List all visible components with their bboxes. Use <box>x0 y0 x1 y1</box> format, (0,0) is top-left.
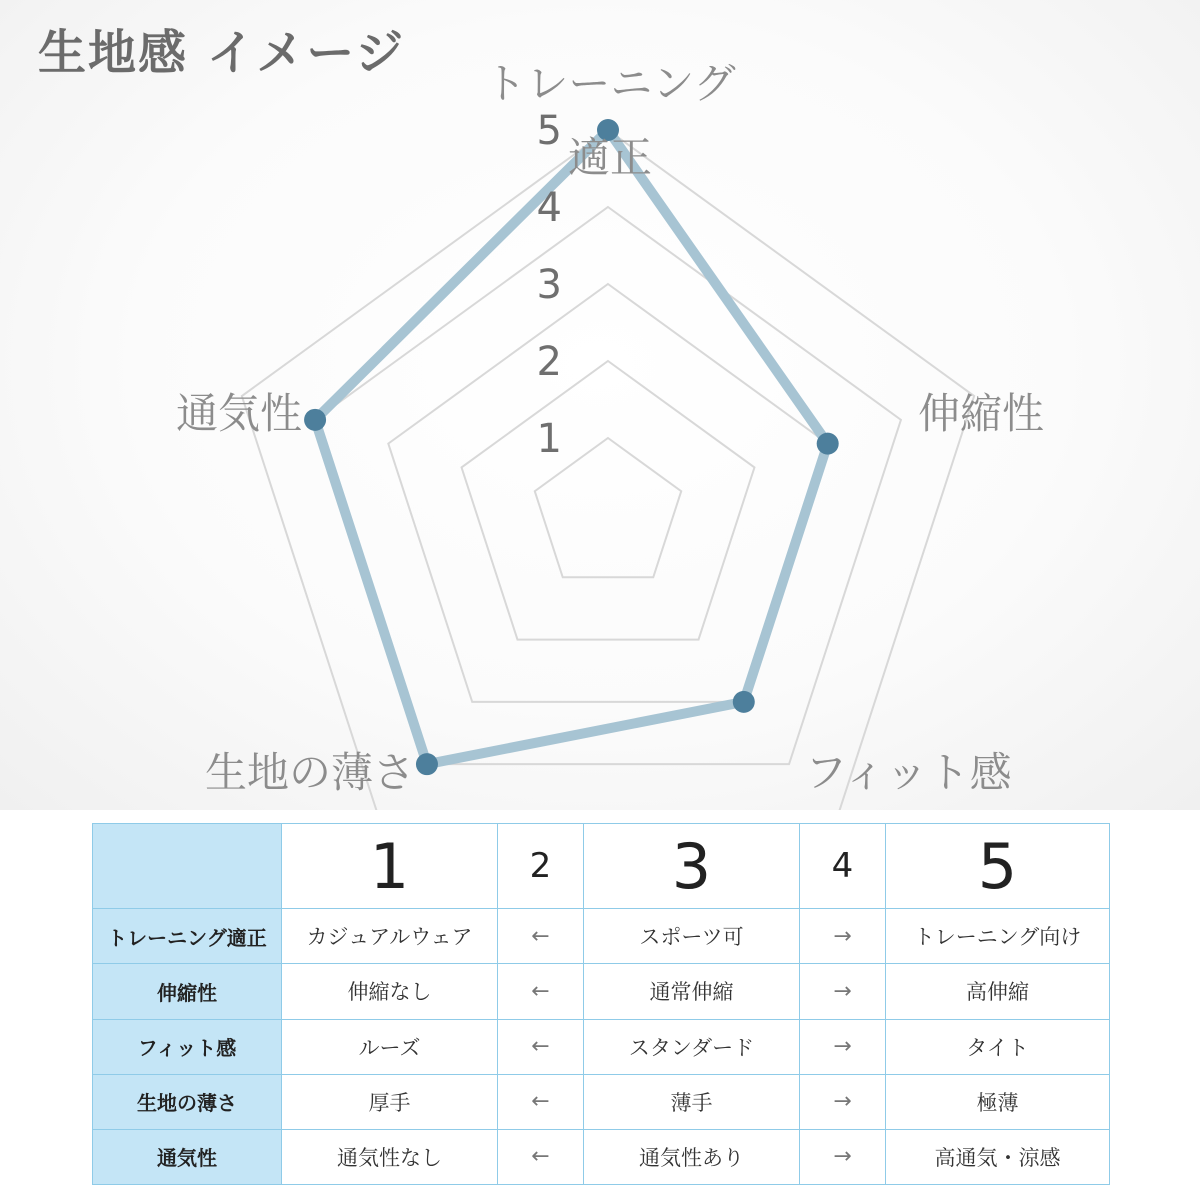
high-value: 高伸縮 <box>886 964 1110 1019</box>
table-row <box>93 1074 1110 1129</box>
mid-value: 通常伸縮 <box>584 964 800 1019</box>
row-label: トレーニング適正 <box>93 909 282 964</box>
low-value: カジュアルウェア <box>282 909 498 964</box>
high-value: 高通気・涼感 <box>886 1129 1110 1184</box>
scale-header-row <box>93 824 1110 909</box>
table-row <box>93 1129 1110 1184</box>
right-arrow: → <box>800 1129 886 1184</box>
tick-label: 5 <box>536 108 562 154</box>
high-value: タイト <box>886 1019 1110 1074</box>
left-arrow: ← <box>498 1074 584 1129</box>
mid-value: スポーツ可 <box>584 909 800 964</box>
radar-axis-labels <box>176 59 1044 797</box>
row-label: 伸縮性 <box>93 964 282 1019</box>
radar-series <box>304 119 839 775</box>
data-point <box>733 691 755 713</box>
page-title: 生地感 イメージ <box>38 25 406 81</box>
axis-label: 伸縮性 <box>918 389 1045 438</box>
scale-legend-table <box>92 823 1110 1185</box>
right-arrow: → <box>800 1019 886 1074</box>
high-value: トレーニング向け <box>886 909 1110 964</box>
left-arrow: ← <box>498 1019 584 1074</box>
tick-label: 1 <box>536 416 562 462</box>
axis-label: トレーニング適正 <box>484 59 736 182</box>
axis-label: 生地の薄さ <box>204 748 415 797</box>
mid-value: 薄手 <box>584 1074 800 1129</box>
high-value: 極薄 <box>886 1074 1110 1129</box>
tick-label: 3 <box>536 262 562 308</box>
scale-5: 5 <box>886 824 1110 909</box>
right-arrow: → <box>800 909 886 964</box>
mid-value: スタンダード <box>584 1019 800 1074</box>
grid-ring <box>242 130 974 810</box>
left-arrow: ← <box>498 1129 584 1184</box>
axis-label: フィット感 <box>805 748 1012 797</box>
series-line <box>315 130 828 764</box>
row-label: 通気性 <box>93 1129 282 1184</box>
low-value: ルーズ <box>282 1019 498 1074</box>
data-point <box>416 753 438 775</box>
scale-4: 4 <box>800 824 886 909</box>
grid-ring <box>462 361 755 640</box>
low-value: 伸縮なし <box>282 964 498 1019</box>
mid-value: 通気性あり <box>584 1129 800 1184</box>
tick-label: 2 <box>536 339 562 385</box>
radar-grid <box>242 130 974 810</box>
table-row <box>93 1019 1110 1074</box>
left-arrow: ← <box>498 964 584 1019</box>
tick-label: 4 <box>536 185 562 231</box>
scale-3: 3 <box>584 824 800 909</box>
table-row <box>93 964 1110 1019</box>
scale-1: 1 <box>282 824 498 909</box>
data-point <box>304 409 326 431</box>
row-label: 生地の薄さ <box>93 1074 282 1129</box>
table-row <box>93 909 1110 964</box>
low-value: 厚手 <box>282 1074 498 1129</box>
radar-ticks <box>537 108 562 462</box>
table-corner <box>93 824 282 909</box>
scale-2: 2 <box>498 824 584 909</box>
right-arrow: → <box>800 964 886 1019</box>
left-arrow: ← <box>498 909 584 964</box>
data-point <box>817 433 839 455</box>
right-arrow: → <box>800 1074 886 1129</box>
row-label: フィット感 <box>93 1019 282 1074</box>
low-value: 通気性なし <box>282 1129 498 1184</box>
axis-label: 通気性 <box>175 389 302 438</box>
